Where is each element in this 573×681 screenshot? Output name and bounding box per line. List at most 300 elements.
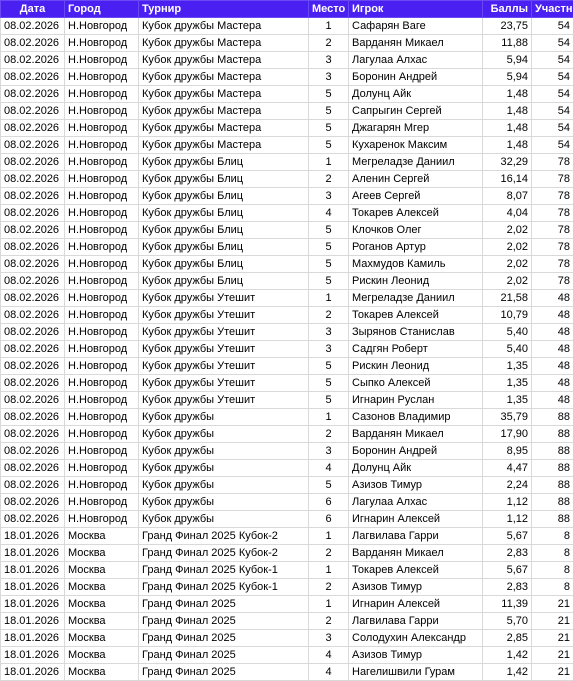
cell-place[interactable]: 1 (309, 18, 349, 35)
cell-date[interactable]: 08.02.2026 (1, 392, 65, 409)
cell-score[interactable]: 8,95 (483, 443, 532, 460)
cell-player[interactable]: Аленин Сергей (349, 171, 483, 188)
cell-date[interactable]: 08.02.2026 (1, 18, 65, 35)
table-row (1, 409, 573, 426)
cell-date[interactable]: 08.02.2026 (1, 375, 65, 392)
cell-player[interactable]: Кухаренок Максим (349, 137, 483, 154)
cell-tournament[interactable]: Кубок дружбы Утешит (139, 375, 309, 392)
cell-participants[interactable]: 88 (532, 477, 573, 494)
cell-participants[interactable]: 88 (532, 460, 573, 477)
cell-participants[interactable]: 48 (532, 307, 573, 324)
cell-place[interactable]: 5 (309, 239, 349, 256)
cell-city[interactable]: Н.Новгород (65, 290, 139, 307)
cell-score[interactable]: 11,39 (483, 596, 532, 613)
cell-place[interactable]: 4 (309, 460, 349, 477)
cell-score[interactable]: 1,48 (483, 120, 532, 137)
cell-date[interactable]: 08.02.2026 (1, 69, 65, 86)
cell-player[interactable]: Токарев Алексей (349, 307, 483, 324)
cell-tournament[interactable]: Кубок дружбы Блиц (139, 154, 309, 171)
cell-city[interactable]: Н.Новгород (65, 375, 139, 392)
cell-score[interactable]: 1,48 (483, 137, 532, 154)
cell-city[interactable]: Москва (65, 647, 139, 664)
cell-place[interactable]: 1 (309, 154, 349, 171)
table-row (1, 562, 573, 579)
cell-tournament[interactable]: Гранд Финал 2025 (139, 647, 309, 664)
cell-player[interactable]: Сапрыгин Сергей (349, 103, 483, 120)
cell-place[interactable]: 5 (309, 256, 349, 273)
cell-score[interactable]: 2,85 (483, 630, 532, 647)
cell-tournament[interactable]: Кубок дружбы (139, 426, 309, 443)
cell-place[interactable]: 5 (309, 222, 349, 239)
cell-participants[interactable]: 78 (532, 171, 573, 188)
cell-city[interactable]: Н.Новгород (65, 137, 139, 154)
cell-place[interactable]: 2 (309, 613, 349, 630)
cell-participants[interactable]: 78 (532, 154, 573, 171)
cell-place[interactable]: 4 (309, 664, 349, 681)
cell-place[interactable]: 3 (309, 324, 349, 341)
cell-place[interactable]: 3 (309, 443, 349, 460)
cell-tournament[interactable]: Гранд Финал 2025 (139, 613, 309, 630)
cell-date[interactable]: 08.02.2026 (1, 35, 65, 52)
cell-tournament[interactable]: Кубок дружбы (139, 460, 309, 477)
cell-date[interactable]: 08.02.2026 (1, 86, 65, 103)
cell-tournament[interactable]: Кубок дружбы Утешит (139, 358, 309, 375)
cell-score[interactable]: 16,14 (483, 171, 532, 188)
cell-tournament[interactable]: Гранд Финал 2025 (139, 596, 309, 613)
header-score[interactable]: Баллы (483, 1, 532, 18)
cell-player[interactable]: Нагелишвили Гурам (349, 664, 483, 681)
cell-participants[interactable]: 78 (532, 256, 573, 273)
cell-tournament[interactable]: Кубок дружбы Утешит (139, 290, 309, 307)
cell-participants[interactable]: 48 (532, 324, 573, 341)
cell-date[interactable]: 08.02.2026 (1, 409, 65, 426)
cell-score[interactable]: 32,29 (483, 154, 532, 171)
cell-date[interactable]: 18.01.2026 (1, 562, 65, 579)
cell-player[interactable]: Зырянов Станислав (349, 324, 483, 341)
cell-tournament[interactable]: Гранд Финал 2025 (139, 664, 309, 681)
cell-tournament[interactable]: Кубок дружбы Утешит (139, 392, 309, 409)
cell-place[interactable]: 2 (309, 545, 349, 562)
cell-score[interactable]: 2,02 (483, 222, 532, 239)
cell-city[interactable]: Москва (65, 545, 139, 562)
table-row (1, 341, 573, 358)
cell-place[interactable]: 1 (309, 528, 349, 545)
cell-player[interactable]: Рискин Леонид (349, 273, 483, 290)
cell-score[interactable]: 2,83 (483, 579, 532, 596)
cell-city[interactable]: Н.Новгород (65, 239, 139, 256)
cell-score[interactable]: 21,58 (483, 290, 532, 307)
cell-place[interactable]: 5 (309, 358, 349, 375)
table-row (1, 154, 573, 171)
cell-participants[interactable]: 48 (532, 341, 573, 358)
cell-date[interactable]: 18.01.2026 (1, 596, 65, 613)
cell-tournament[interactable]: Гранд Финал 2025 (139, 630, 309, 647)
cell-city[interactable]: Н.Новгород (65, 341, 139, 358)
cell-score[interactable]: 1,42 (483, 664, 532, 681)
cell-player[interactable]: Игнарин Алексей (349, 596, 483, 613)
cell-score[interactable]: 1,35 (483, 358, 532, 375)
cell-city[interactable]: Н.Новгород (65, 52, 139, 69)
cell-city[interactable]: Н.Новгород (65, 460, 139, 477)
cell-participants[interactable]: 54 (532, 86, 573, 103)
table-row (1, 647, 573, 664)
cell-date[interactable]: 08.02.2026 (1, 307, 65, 324)
cell-city[interactable]: Москва (65, 664, 139, 681)
cell-participants[interactable]: 8 (532, 562, 573, 579)
cell-score[interactable]: 2,83 (483, 545, 532, 562)
cell-date[interactable]: 08.02.2026 (1, 188, 65, 205)
cell-participants[interactable]: 48 (532, 392, 573, 409)
cell-city[interactable]: Н.Новгород (65, 222, 139, 239)
header-date[interactable]: Дата (1, 1, 65, 18)
cell-player[interactable]: Мегреладзе Даниил (349, 290, 483, 307)
cell-tournament[interactable]: Кубок дружбы Мастера (139, 35, 309, 52)
cell-participants[interactable]: 48 (532, 358, 573, 375)
cell-score[interactable]: 4,47 (483, 460, 532, 477)
cell-tournament[interactable]: Кубок дружбы Утешит (139, 341, 309, 358)
cell-tournament[interactable]: Кубок дружбы Мастера (139, 103, 309, 120)
cell-place[interactable]: 5 (309, 120, 349, 137)
cell-tournament[interactable]: Кубок дружбы Мастера (139, 137, 309, 154)
table-row (1, 35, 573, 52)
cell-place[interactable]: 2 (309, 307, 349, 324)
cell-tournament[interactable]: Кубок дружбы (139, 511, 309, 528)
cell-date[interactable]: 08.02.2026 (1, 120, 65, 137)
cell-date[interactable]: 08.02.2026 (1, 52, 65, 69)
cell-participants[interactable]: 78 (532, 205, 573, 222)
cell-tournament[interactable]: Кубок дружбы Блиц (139, 273, 309, 290)
cell-player[interactable]: Игнарин Алексей (349, 511, 483, 528)
cell-participants[interactable]: 54 (532, 137, 573, 154)
cell-date[interactable]: 08.02.2026 (1, 358, 65, 375)
cell-place[interactable]: 5 (309, 86, 349, 103)
cell-participants[interactable]: 54 (532, 35, 573, 52)
cell-player[interactable]: Варданян Микаел (349, 545, 483, 562)
cell-place[interactable]: 2 (309, 426, 349, 443)
cell-place[interactable]: 1 (309, 562, 349, 579)
table-row (1, 358, 573, 375)
table-row (1, 171, 573, 188)
cell-date[interactable]: 18.01.2026 (1, 664, 65, 681)
cell-score[interactable]: 4,04 (483, 205, 532, 222)
cell-place[interactable]: 3 (309, 69, 349, 86)
cell-participants[interactable]: 54 (532, 69, 573, 86)
cell-score[interactable]: 2,24 (483, 477, 532, 494)
cell-score[interactable]: 8,07 (483, 188, 532, 205)
cell-place[interactable]: 3 (309, 52, 349, 69)
cell-player[interactable]: Боронин Андрей (349, 443, 483, 460)
cell-place[interactable]: 2 (309, 579, 349, 596)
table-row (1, 239, 573, 256)
cell-score[interactable]: 23,75 (483, 18, 532, 35)
cell-date[interactable]: 08.02.2026 (1, 154, 65, 171)
cell-city[interactable]: Н.Новгород (65, 188, 139, 205)
cell-score[interactable]: 5,67 (483, 528, 532, 545)
table-row (1, 613, 573, 630)
cell-tournament[interactable]: Кубок дружбы (139, 494, 309, 511)
cell-city[interactable]: Н.Новгород (65, 86, 139, 103)
cell-score[interactable]: 1,35 (483, 375, 532, 392)
cell-player[interactable]: Сафарян Ваге (349, 18, 483, 35)
cell-participants[interactable]: 88 (532, 443, 573, 460)
cell-place[interactable]: 2 (309, 171, 349, 188)
cell-place[interactable]: 3 (309, 188, 349, 205)
header-tournament[interactable]: Турнир (139, 1, 309, 18)
table-row (1, 273, 573, 290)
cell-city[interactable]: Н.Новгород (65, 477, 139, 494)
cell-date[interactable]: 08.02.2026 (1, 494, 65, 511)
table-row (1, 256, 573, 273)
cell-participants[interactable]: 21 (532, 596, 573, 613)
cell-player[interactable]: Лагвилава Гарри (349, 528, 483, 545)
cell-score[interactable]: 5,40 (483, 324, 532, 341)
cell-participants[interactable]: 21 (532, 647, 573, 664)
cell-score[interactable]: 1,35 (483, 392, 532, 409)
cell-score[interactable]: 1,48 (483, 86, 532, 103)
cell-tournament[interactable]: Кубок дружбы Блиц (139, 222, 309, 239)
cell-place[interactable]: 4 (309, 647, 349, 664)
cell-player[interactable]: Токарев Алексей (349, 562, 483, 579)
cell-date[interactable]: 08.02.2026 (1, 460, 65, 477)
cell-city[interactable]: Н.Новгород (65, 307, 139, 324)
cell-date[interactable]: 08.02.2026 (1, 290, 65, 307)
cell-participants[interactable]: 54 (532, 52, 573, 69)
cell-score[interactable]: 1,48 (483, 103, 532, 120)
cell-participants[interactable]: 54 (532, 18, 573, 35)
cell-date[interactable]: 18.01.2026 (1, 613, 65, 630)
cell-place[interactable]: 3 (309, 341, 349, 358)
cell-city[interactable]: Н.Новгород (65, 69, 139, 86)
cell-date[interactable]: 08.02.2026 (1, 222, 65, 239)
cell-score[interactable]: 1,12 (483, 511, 532, 528)
cell-player[interactable]: Варданян Микаел (349, 426, 483, 443)
cell-date[interactable]: 08.02.2026 (1, 426, 65, 443)
cell-tournament[interactable]: Кубок дружбы Мастера (139, 120, 309, 137)
cell-place[interactable]: 2 (309, 35, 349, 52)
cell-player[interactable]: Агеев Сергей (349, 188, 483, 205)
cell-participants[interactable]: 78 (532, 273, 573, 290)
cell-city[interactable]: Москва (65, 562, 139, 579)
cell-participants[interactable]: 78 (532, 239, 573, 256)
cell-tournament[interactable]: Гранд Финал 2025 Кубок-2 (139, 528, 309, 545)
cell-participants[interactable]: 8 (532, 579, 573, 596)
header-participants[interactable]: Участн (532, 1, 573, 18)
cell-player[interactable]: Азизов Тимур (349, 647, 483, 664)
cell-date[interactable]: 18.01.2026 (1, 579, 65, 596)
cell-player[interactable]: Долунц Айк (349, 460, 483, 477)
cell-score[interactable]: 17,90 (483, 426, 532, 443)
cell-participants[interactable]: 54 (532, 103, 573, 120)
cell-score[interactable]: 5,94 (483, 69, 532, 86)
cell-date[interactable]: 08.02.2026 (1, 443, 65, 460)
cell-player[interactable]: Варданян Микаел (349, 35, 483, 52)
cell-player[interactable]: Садгян Роберт (349, 341, 483, 358)
cell-city[interactable]: Москва (65, 596, 139, 613)
cell-player[interactable]: Игнарин Руслан (349, 392, 483, 409)
cell-city[interactable]: Москва (65, 579, 139, 596)
cell-city[interactable]: Москва (65, 613, 139, 630)
cell-player[interactable]: Рискин Леонид (349, 358, 483, 375)
cell-player[interactable]: Джагарян Мгер (349, 120, 483, 137)
cell-city[interactable]: Н.Новгород (65, 205, 139, 222)
cell-date[interactable]: 08.02.2026 (1, 477, 65, 494)
cell-date[interactable]: 08.02.2026 (1, 511, 65, 528)
cell-place[interactable]: 5 (309, 103, 349, 120)
cell-place[interactable]: 1 (309, 409, 349, 426)
cell-place[interactable]: 3 (309, 630, 349, 647)
cell-tournament[interactable]: Кубок дружбы (139, 409, 309, 426)
cell-player[interactable]: Азизов Тимур (349, 579, 483, 596)
table-row (1, 86, 573, 103)
cell-date[interactable]: 08.02.2026 (1, 205, 65, 222)
cell-player[interactable]: Азизов Тимур (349, 477, 483, 494)
cell-player[interactable]: Лагвилава Гарри (349, 613, 483, 630)
cell-date[interactable]: 18.01.2026 (1, 647, 65, 664)
cell-date[interactable]: 18.01.2026 (1, 528, 65, 545)
cell-place[interactable]: 1 (309, 290, 349, 307)
cell-city[interactable]: Н.Новгород (65, 171, 139, 188)
cell-score[interactable]: 35,79 (483, 409, 532, 426)
cell-player[interactable]: Мегреладзе Даниил (349, 154, 483, 171)
cell-tournament[interactable]: Гранд Финал 2025 Кубок-2 (139, 545, 309, 562)
table-row (1, 18, 573, 35)
cell-participants[interactable]: 21 (532, 664, 573, 681)
cell-date[interactable]: 08.02.2026 (1, 239, 65, 256)
header-city[interactable]: Город (65, 1, 139, 18)
cell-city[interactable]: Н.Новгород (65, 35, 139, 52)
cell-score[interactable]: 5,40 (483, 341, 532, 358)
cell-tournament[interactable]: Кубок дружбы Мастера (139, 69, 309, 86)
cell-city[interactable]: Н.Новгород (65, 511, 139, 528)
cell-participants[interactable]: 48 (532, 290, 573, 307)
cell-tournament[interactable]: Кубок дружбы Мастера (139, 18, 309, 35)
cell-participants[interactable]: 78 (532, 222, 573, 239)
cell-player[interactable]: Лагулаа Алхас (349, 52, 483, 69)
cell-date[interactable]: 08.02.2026 (1, 256, 65, 273)
cell-place[interactable]: 5 (309, 392, 349, 409)
cell-tournament[interactable]: Кубок дружбы Мастера (139, 52, 309, 69)
cell-place[interactable]: 1 (309, 596, 349, 613)
cell-city[interactable]: Н.Новгород (65, 120, 139, 137)
cell-city[interactable]: Москва (65, 528, 139, 545)
cell-place[interactable]: 5 (309, 375, 349, 392)
table-row (1, 222, 573, 239)
header-place[interactable]: Место (309, 1, 349, 18)
cell-participants[interactable]: 78 (532, 188, 573, 205)
cell-participants[interactable]: 54 (532, 120, 573, 137)
cell-date[interactable]: 08.02.2026 (1, 324, 65, 341)
table-row (1, 324, 573, 341)
cell-participants[interactable]: 21 (532, 613, 573, 630)
cell-participants[interactable]: 21 (532, 630, 573, 647)
cell-score[interactable]: 5,94 (483, 52, 532, 69)
cell-player[interactable]: Боронин Андрей (349, 69, 483, 86)
cell-tournament[interactable]: Гранд Финал 2025 Кубок-1 (139, 562, 309, 579)
cell-tournament[interactable]: Кубок дружбы (139, 477, 309, 494)
cell-place[interactable]: 4 (309, 205, 349, 222)
table-row (1, 375, 573, 392)
cell-date[interactable]: 08.02.2026 (1, 341, 65, 358)
cell-player[interactable]: Долунц Айк (349, 86, 483, 103)
cell-participants[interactable]: 8 (532, 528, 573, 545)
cell-tournament[interactable]: Кубок дружбы Блиц (139, 256, 309, 273)
cell-tournament[interactable]: Кубок дружбы Блиц (139, 188, 309, 205)
cell-score[interactable]: 1,12 (483, 494, 532, 511)
cell-city[interactable]: Москва (65, 630, 139, 647)
header-player[interactable]: Игрок (349, 1, 483, 18)
cell-tournament[interactable]: Кубок дружбы Блиц (139, 205, 309, 222)
cell-player[interactable]: Сазонов Владимир (349, 409, 483, 426)
cell-participants[interactable]: 8 (532, 545, 573, 562)
cell-player[interactable]: Клочков Олег (349, 222, 483, 239)
cell-participants[interactable]: 88 (532, 511, 573, 528)
cell-place[interactable]: 6 (309, 494, 349, 511)
cell-tournament[interactable]: Кубок дружбы Блиц (139, 171, 309, 188)
cell-place[interactable]: 5 (309, 273, 349, 290)
cell-place[interactable]: 5 (309, 137, 349, 154)
cell-participants[interactable]: 88 (532, 409, 573, 426)
cell-city[interactable]: Н.Новгород (65, 426, 139, 443)
cell-tournament[interactable]: Кубок дружбы (139, 443, 309, 460)
table-row (1, 511, 573, 528)
cell-city[interactable]: Н.Новгород (65, 494, 139, 511)
cell-city[interactable]: Н.Новгород (65, 358, 139, 375)
cell-tournament[interactable]: Кубок дружбы Блиц (139, 239, 309, 256)
cell-participants[interactable]: 48 (532, 375, 573, 392)
cell-player[interactable]: Махмудов Камиль (349, 256, 483, 273)
cell-date[interactable]: 08.02.2026 (1, 137, 65, 154)
cell-score[interactable]: 1,42 (483, 647, 532, 664)
cell-score[interactable]: 5,70 (483, 613, 532, 630)
cell-date[interactable]: 18.01.2026 (1, 545, 65, 562)
cell-city[interactable]: Н.Новгород (65, 273, 139, 290)
cell-score[interactable]: 2,02 (483, 273, 532, 290)
cell-city[interactable]: Н.Новгород (65, 18, 139, 35)
cell-tournament[interactable]: Кубок дружбы Утешит (139, 324, 309, 341)
cell-score[interactable]: 11,88 (483, 35, 532, 52)
cell-city[interactable]: Н.Новгород (65, 443, 139, 460)
cell-player[interactable]: Солодухин Александр (349, 630, 483, 647)
cell-city[interactable]: Н.Новгород (65, 154, 139, 171)
cell-tournament[interactable]: Гранд Финал 2025 Кубок-1 (139, 579, 309, 596)
cell-score[interactable]: 2,02 (483, 256, 532, 273)
cell-place[interactable]: 5 (309, 477, 349, 494)
table-row (1, 545, 573, 562)
cell-participants[interactable]: 88 (532, 494, 573, 511)
cell-city[interactable]: Н.Новгород (65, 324, 139, 341)
cell-date[interactable]: 18.01.2026 (1, 630, 65, 647)
cell-city[interactable]: Н.Новгород (65, 103, 139, 120)
cell-player[interactable]: Лагулаа Алхас (349, 494, 483, 511)
cell-player[interactable]: Сыпко Алексей (349, 375, 483, 392)
cell-tournament[interactable]: Кубок дружбы Мастера (139, 86, 309, 103)
cell-participants[interactable]: 88 (532, 426, 573, 443)
cell-date[interactable]: 08.02.2026 (1, 171, 65, 188)
cell-player[interactable]: Токарев Алексей (349, 205, 483, 222)
cell-date[interactable]: 08.02.2026 (1, 103, 65, 120)
cell-score[interactable]: 2,02 (483, 239, 532, 256)
cell-player[interactable]: Роганов Артур (349, 239, 483, 256)
cell-place[interactable]: 6 (309, 511, 349, 528)
cell-city[interactable]: Н.Новгород (65, 256, 139, 273)
cell-tournament[interactable]: Кубок дружбы Утешит (139, 307, 309, 324)
cell-score[interactable]: 10,79 (483, 307, 532, 324)
cell-score[interactable]: 5,67 (483, 562, 532, 579)
cell-city[interactable]: Н.Новгород (65, 409, 139, 426)
table-row (1, 528, 573, 545)
cell-date[interactable]: 08.02.2026 (1, 273, 65, 290)
cell-city[interactable]: Н.Новгород (65, 392, 139, 409)
